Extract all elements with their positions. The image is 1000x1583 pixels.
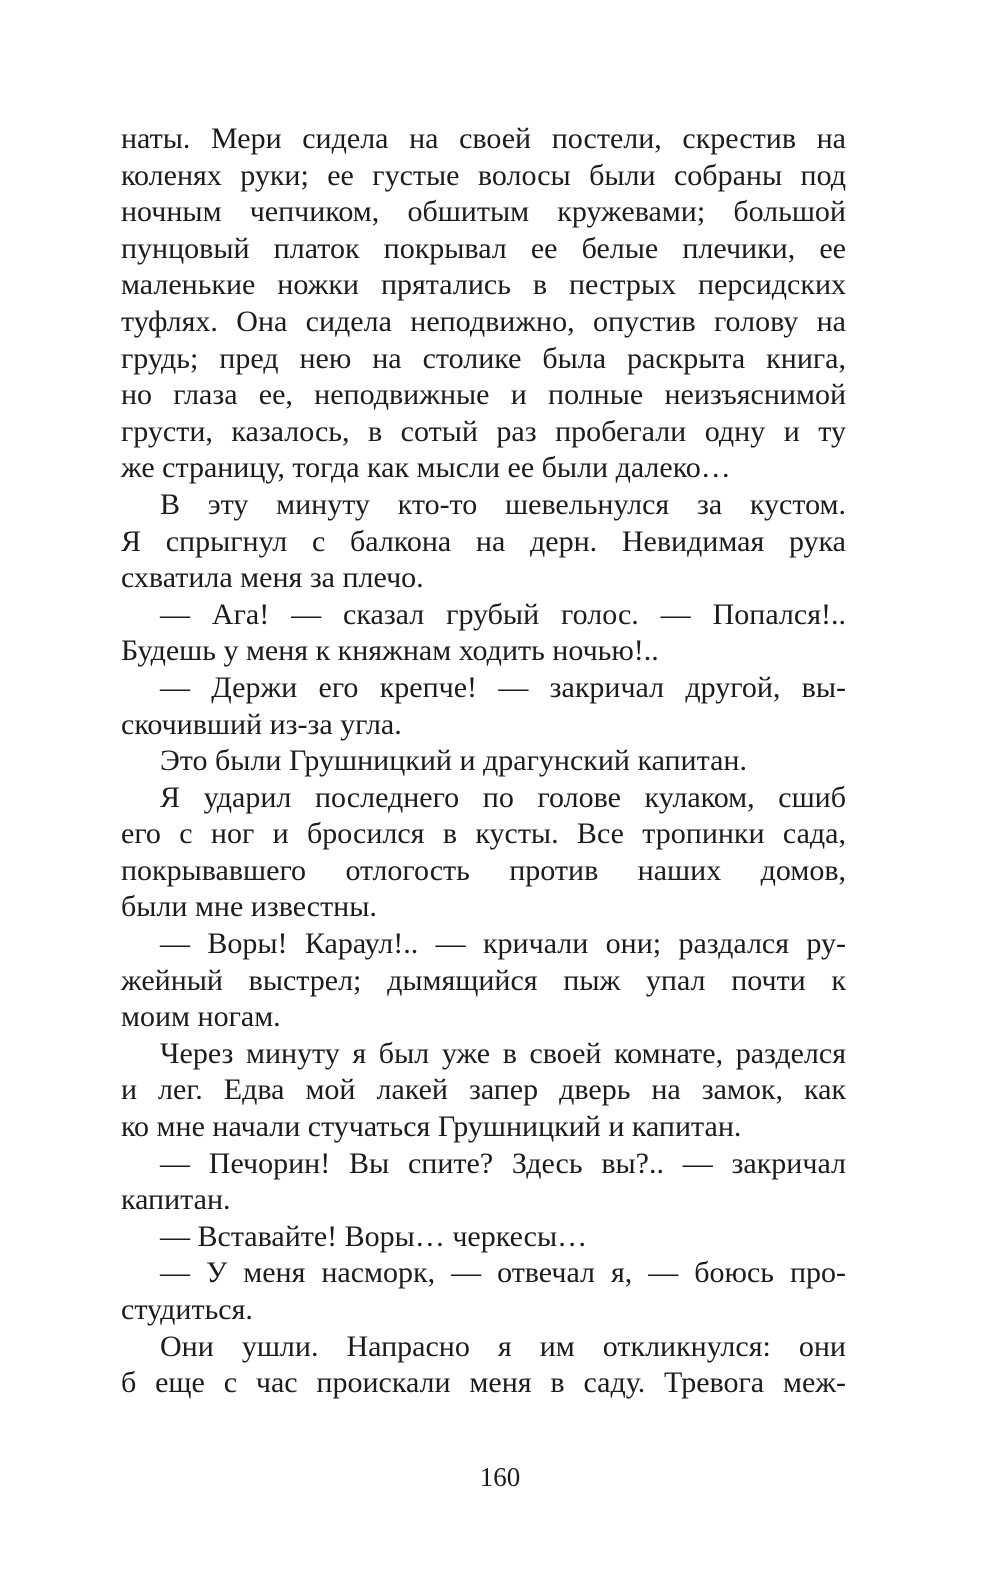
text-line: были мне известны. xyxy=(121,890,377,924)
text-line: жейный выстрел; дымящийся пыж упал почти к xyxy=(121,963,846,997)
text-line: пунцовый платок покрывал ее белые плечики, ее xyxy=(121,231,846,265)
text-line: б еще с час проискали меня в саду. Тревога меж- xyxy=(121,1366,846,1400)
text-line: наты. Мери сидела на своей постели, скрестив на xyxy=(121,122,846,155)
text-line: капитан. xyxy=(121,1183,231,1217)
text-line: схватила меня за плечо. xyxy=(121,561,424,595)
text-line: — Вставайте! Воры… черкесы… xyxy=(160,1219,588,1253)
text-line: Будешь у меня к княжнам ходить ночью!.. xyxy=(121,634,659,668)
text-line: моим ногам. xyxy=(121,1000,281,1034)
text-line: Через минуту я был уже в своей комнате, разделся xyxy=(160,1036,846,1070)
page-number: 160 xyxy=(479,1462,521,1492)
text-line: ко мне начали стучаться Грушницкий и капитан. xyxy=(121,1110,742,1144)
text-line: Они ушли. Напрасно я им откликнулся: они xyxy=(160,1329,846,1363)
text-line: студиться. xyxy=(121,1293,253,1326)
text-line: грудь; пред нею на столике была раскрыта книга, xyxy=(121,341,846,375)
text-line: коленях руки; ее густые волосы были собраны под xyxy=(121,158,846,192)
text-line: — Воры! Караул!.. — кричали они; раздался ру- xyxy=(160,927,846,961)
text-line: В эту минуту кто-то шевельнулся за кустом. xyxy=(160,487,846,521)
text-line: грусти, казалось, в сотый раз пробегали одну и ту xyxy=(121,414,846,448)
text-line: туфлях. Она сидела неподвижно, опустив голову на xyxy=(121,304,846,338)
text-line: но глаза ее, неподвижные и полные неизъяснимой xyxy=(121,378,846,412)
body-text xyxy=(121,121,846,1402)
text-line: Я ударил последнего по голове кулаком, сшиб xyxy=(160,780,846,814)
text-line: маленькие ножки прятались в пестрых персидских xyxy=(121,268,846,302)
text-line: скочивший из-за угла. xyxy=(121,707,402,741)
text-line: — Ага! — сказал грубый голос. — Попался!.. xyxy=(160,597,846,631)
text-line: — Печорин! Вы спите? Здесь вы?.. — закричал xyxy=(160,1146,846,1180)
text-line: покрывавшего отлогость против наших домов, xyxy=(121,853,846,887)
text-line: его с ног и бросился в кусты. Все тропинки сада, xyxy=(121,817,846,851)
text-line: же страницу, тогда как мысли ее были далеко… xyxy=(121,451,731,485)
text-line: Я спрыгнул с балкона на дерн. Невидимая рука xyxy=(121,524,846,558)
text-line: Это были Грушницкий и драгунский капитан. xyxy=(160,744,747,778)
text-line: ночным чепчиком, обшитым кружевами; большой xyxy=(121,195,846,229)
text-line: — У меня насморк, — отвечал я, — боюсь про- xyxy=(160,1256,846,1290)
text-line: и лег. Едва мой лакей запер дверь на замок, как xyxy=(121,1073,846,1107)
text-line: — Держи его крепче! — закричал другой, вы- xyxy=(160,670,846,704)
